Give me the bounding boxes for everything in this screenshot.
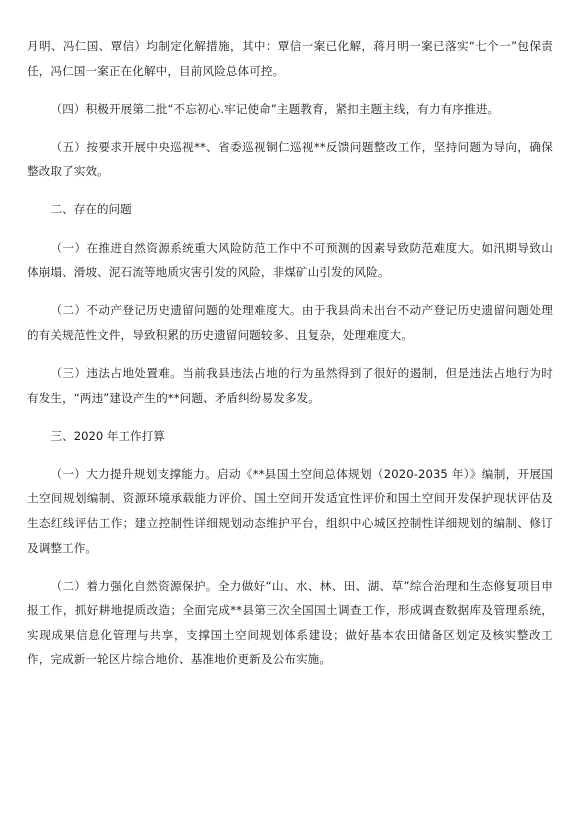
paragraph-problem-2: （二）不动产登记历史遗留问题的处理难度大。由于我县尚未出台不动产登记历史遗留问题处理的有关规范性文件，导致积累的历史遗留问题较多、且复杂，处理难度大。 [27, 303, 553, 342]
section-heading-plan-2020: 三、2020 年工作打算 [50, 428, 165, 443]
paragraph-plan-2: （二）着力强化自然资源保护。全力做好“山、水、林、田、湖、草”综合治理和生态修复项目申报工作，抓好耕地提质改造；全面完成**县第三次全国国土调查工作，形成调查数据库及管理系统，实现成果信息化管理与共享，支撑国土空间规划体系建设；做好基本农田储备区划定及核实整改工作，完成新一轮区片综合地价、基准地价更新及公布实施。 [27, 578, 553, 667]
section-heading-problems: 二、存在的问题 [50, 202, 132, 217]
paragraph-section-4: （四）积极开展第二批“不忘初心.牢记使命”主题教育，紧扣主题主线，有力有序推进。 [50, 101, 500, 116]
paragraph-problem-1: （一）在推进自然资源系统重大风险防范工作中不可预测的因素导致防范难度大。如汛期导致山体崩塌、滑坡、泥石流等地质灾害引发的风险，非煤矿山引发的风险。 [27, 240, 553, 280]
document-body [27, 34, 553, 685]
paragraph-section-5: （五）按要求开展中央巡视**、省委巡视铜仁巡视**反馈问题整改工作，坚持问题为导向，确保整改取了实效。 [27, 139, 553, 179]
paragraph-continuation: 月明、冯仁国、覃信）均制定化解措施，其中：覃信一案已化解，蒋月明一案已落实“七个一”包保责任，冯仁国一案正在化解中，目前风险总体可控。 [27, 39, 553, 78]
paragraph-problem-3: （三）违法占地处置难。当前我县违法占地的行为虽然得到了很好的遏制，但是违法占地行为时有发生，“两违”建设产生的**问题、矛盾纠纷易发多发。 [27, 365, 553, 405]
paragraph-plan-1: （一）大力提升规划支撑能力。启动《**县国土空间总体规划（2020-2035 年）》编制，开展国土空间规划编制、资源环境承载能力评价、国土空间开发适宜性评价和国土空间开发保护现状评估及生态红线评估工作；建立控制性详细规划动态维护平台，组织中心城区控制性详细规划的编制、修订及调整工作。 [27, 466, 553, 555]
